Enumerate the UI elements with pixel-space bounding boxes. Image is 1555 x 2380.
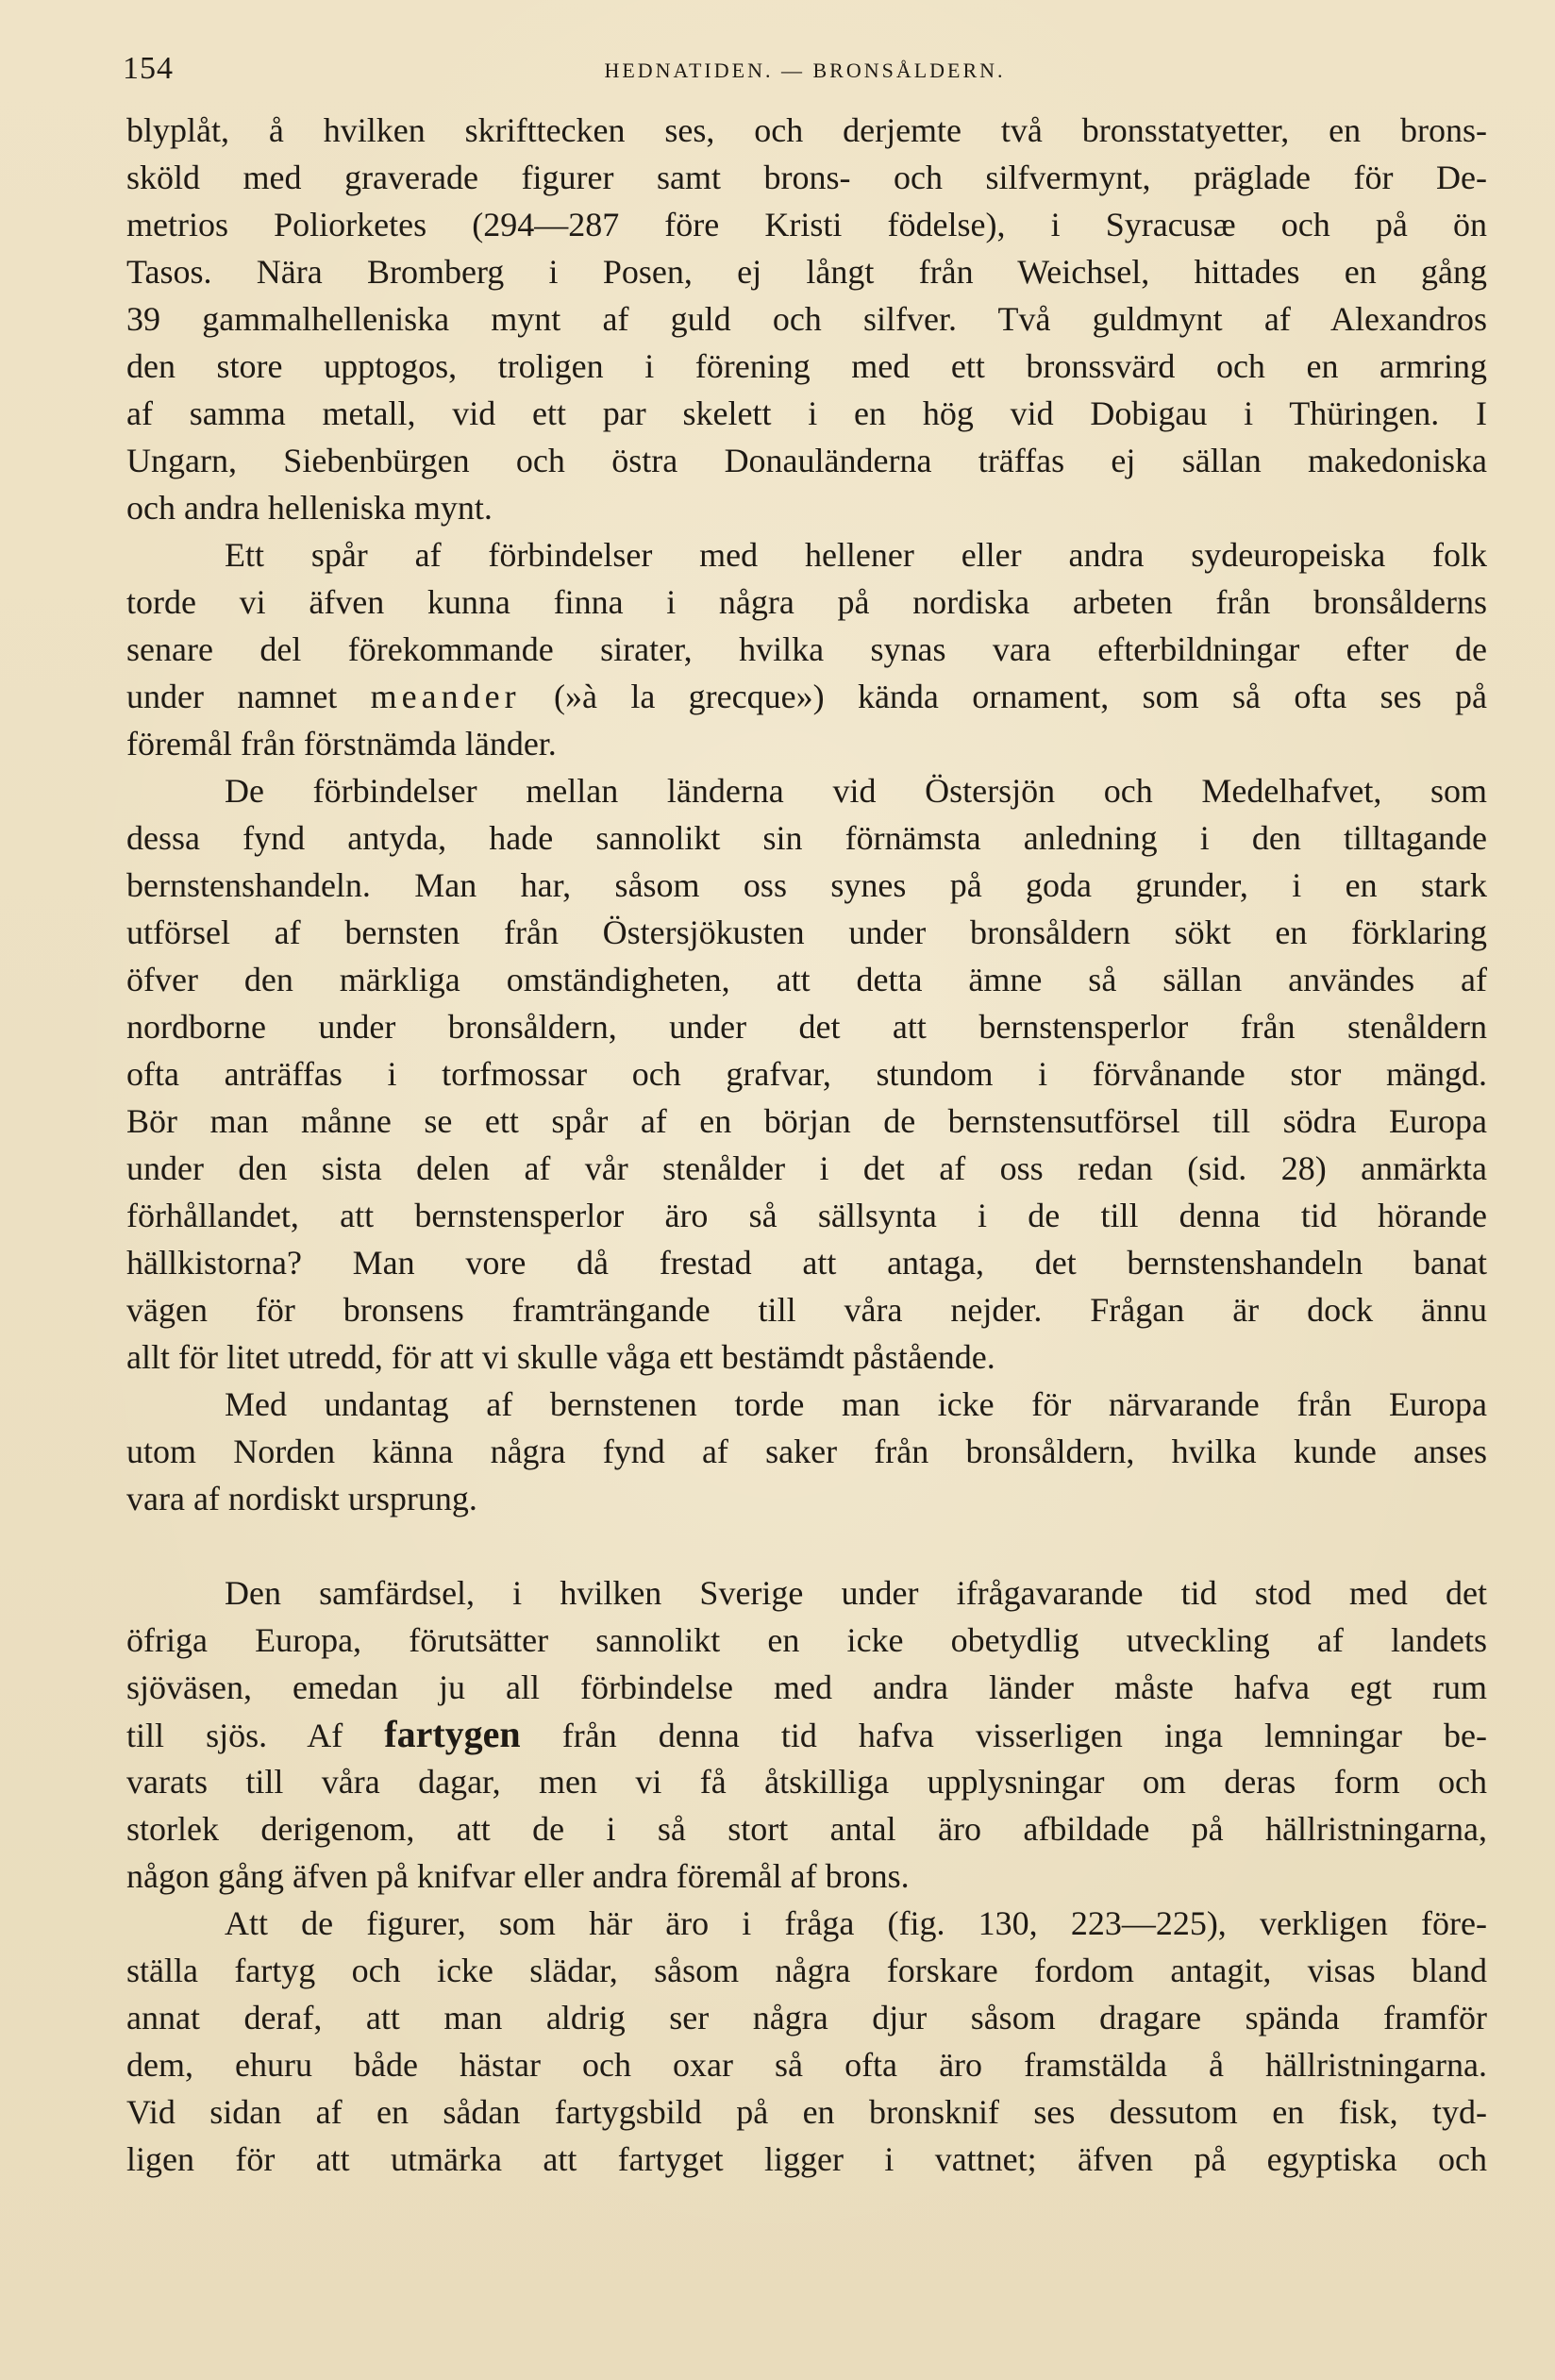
text-line: ställa fartyg och icke slädar, såsom några forskare fordom antagit, visas bland	[126, 1952, 1487, 1989]
text-line: förhållandet, att bernstensperlor äro så sällsynta i de till denna tid hörande	[126, 1197, 1487, 1234]
paragraph-start-line: Ett spår af förbindelser med hellener eller andra sydeuropeiska folk	[225, 536, 1487, 574]
text-line-with-bold-term	[126, 1711, 1487, 1758]
bold-term-fartygen: fartygen	[384, 1713, 521, 1755]
text-line: metrios Poliorketes (294—287 före Kristi födelse), i Syracusæ och på ön	[126, 206, 1487, 243]
text-line: torde vi äfven kunna finna i några på nordiska arbeten från bronsålderns	[126, 583, 1487, 621]
section-gap	[126, 1522, 1487, 1569]
text-line: Bör man månne se ett spår af en början de bernstensutförsel till södra Europa	[126, 1102, 1487, 1140]
paragraph-start-line: Den samfärdsel, i hvilken Sverige under ifrågavarande tid stod med det	[225, 1574, 1487, 1612]
text-line: sköld med graverade figurer samt brons- och silfvermynt, präglade för De-	[126, 159, 1487, 196]
text-line: dessa fynd antyda, hade sannolikt sin förnämsta anledning i den tilltagande	[126, 819, 1487, 857]
text-segment: under namnet	[126, 678, 338, 715]
text-line: annat deraf, att man aldrig ser några djur såsom dragare spända framför	[126, 1999, 1487, 2036]
text-line: öfver den märkliga omständigheten, att detta ämne så sällan användes af	[126, 961, 1487, 998]
text-line: blyplåt, å hvilken skrifttecken ses, och derjemte två bronsstatyetter, en brons-	[126, 111, 1487, 149]
text-line: varats till våra dagar, men vi få åtskilliga upplysningar om deras form och	[126, 1763, 1487, 1801]
body-text	[126, 107, 1487, 2183]
text-line: allt för litet utredd, för att vi skulle våga ett bestämdt påstående.	[126, 1338, 995, 1376]
text-line: ofta anträffas i torfmossar och grafvar, stundom i förvånande stor mängd.	[126, 1055, 1487, 1093]
paragraph-start-line: De förbindelser mellan länderna vid Östersjön och Medelhafvet, som	[225, 772, 1487, 810]
text-line: bernstenshandeln. Man har, såsom oss synes på goda grunder, i en stark	[126, 866, 1487, 904]
page-number: 154	[123, 51, 174, 86]
paragraph-start-line: Med undantag af bernstenen torde man icke för närvarande från Europa	[225, 1385, 1487, 1423]
text-line: dem, ehuru både hästar och oxar så ofta äro framstälda å hällristningarna.	[126, 2046, 1487, 2084]
text-line: hällkistorna? Man vore då frestad att antaga, det bernstenshandeln banat	[126, 1244, 1487, 1282]
text-line: nordborne under bronsåldern, under det att bernstensperlor från stenåldern	[126, 1008, 1487, 1046]
text-line: öfriga Europa, förutsätter sannolikt en icke obetydlig utveckling af landets	[126, 1621, 1487, 1659]
text-line: Ungarn, Siebenbürgen och östra Donauländerna träffas ej sällan makedoniska	[126, 442, 1487, 479]
spaced-term-meander: meander	[370, 678, 521, 715]
running-title: HEDNATIDEN. — BRONSÅLDERN.	[604, 59, 1006, 82]
text-line: Vid sidan af en sådan fartygsbild på en bronsknif ses dessutom en fisk, tyd-	[126, 2093, 1487, 2131]
text-line: 39 gammalhelleniska mynt af guld och silfver. Två guldmynt af Alexandros	[126, 300, 1487, 338]
text-line: utom Norden känna några fynd af saker från bronsåldern, hvilka kunde anses	[126, 1433, 1487, 1470]
text-line: föremål från förstnämda länder.	[126, 725, 557, 763]
text-line: vara af nordiskt ursprung.	[126, 1480, 477, 1517]
text-line: Tasos. Nära Bromberg i Posen, ej långt från Weichsel, hittades en gång	[126, 253, 1487, 291]
text-segment: till sjös. Af	[126, 1717, 343, 1754]
text-line: sjöväsen, emedan ju all förbindelse med andra länder måste hafva egt rum	[126, 1668, 1487, 1706]
paragraph-start-line: Att de figurer, som här äro i fråga (fig. 130, 223—225), verkligen före-	[225, 1904, 1487, 1942]
text-line: under den sista delen af vår stenålder i det af oss redan (sid. 28) anmärkta	[126, 1149, 1487, 1187]
text-line: senare del förekommande sirater, hvilka synas vara efterbildningar efter de	[126, 630, 1487, 668]
text-line: någon gång äfven på knifvar eller andra föremål af brons.	[126, 1857, 910, 1895]
text-line-with-spaced-term	[126, 673, 1487, 720]
text-line: utförsel af bernsten från Östersjökusten under bronsåldern sökt en förklaring	[126, 913, 1487, 951]
text-line: ligen för att utmärka att fartyget ligger i vattnet; äfven på egyptiska och	[126, 2140, 1487, 2178]
text-line: och andra helleniska mynt.	[126, 489, 493, 527]
text-line: den store upptogos, troligen i förening med ett bronssvärd och en armring	[126, 347, 1487, 385]
text-line: storlek derigenom, att de i så stort antal äro afbildade på hällristningarna,	[126, 1810, 1487, 1848]
text-segment: (»à la grecque») kända ornament, som så ofta ses på	[553, 678, 1487, 715]
text-segment: från denna tid hafva visserligen inga lemningar be-	[561, 1717, 1488, 1754]
running-head	[123, 51, 1487, 89]
text-line: af samma metall, vid ett par skelett i en hög vid Dobigau i Thüringen. I	[126, 394, 1487, 432]
text-line: vägen för bronsens framträngande till våra nejder. Frågan är dock ännu	[126, 1291, 1487, 1329]
